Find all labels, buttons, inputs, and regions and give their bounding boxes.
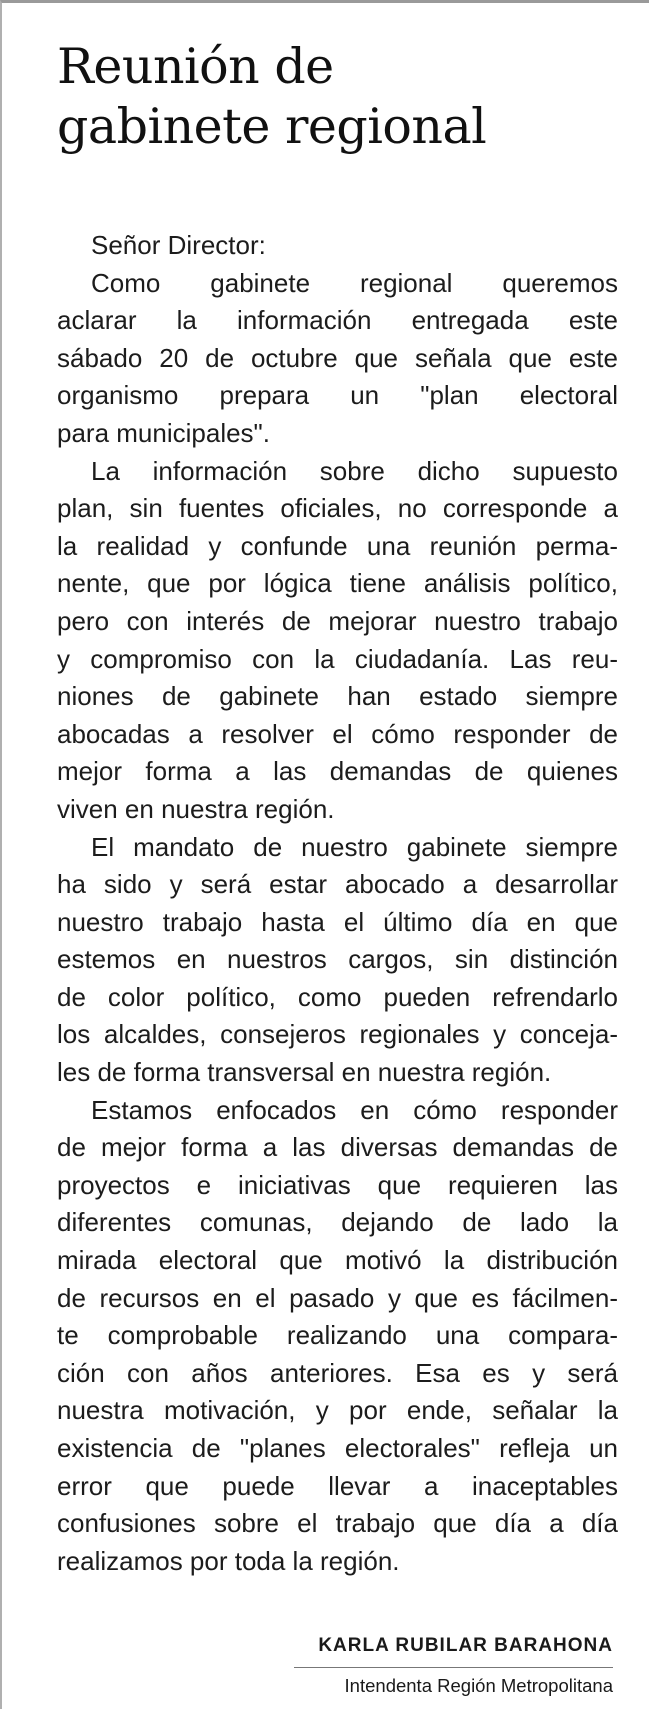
headline: [57, 37, 617, 157]
paragraph-3-line: El mandato de nuestro gabinete siempre: [91, 831, 618, 862]
letter-body: [57, 227, 618, 1580]
paragraph-4-line: de mejor forma a las diversas demandas de: [57, 1132, 618, 1163]
paragraph-1-line: aclarar la información entregada este: [57, 305, 618, 336]
paragraph-3-line: de color político, como pueden refrendarlo: [57, 981, 618, 1012]
paragraph-3-line: les de forma transversal en nuestra región.: [57, 1057, 552, 1088]
paragraph-4-line: confusiones sobre el trabajo que día a día: [57, 1508, 618, 1539]
paragraph-2-line: mejor forma a las demandas de quienes: [57, 756, 618, 787]
paragraph-4-line: ción con años anteriores. Esa es y será: [57, 1357, 618, 1388]
paragraph-3-line: los alcaldes, consejeros regionales y conceja-: [57, 1019, 618, 1050]
headline-line-1: Reunión de: [57, 38, 334, 95]
paragraph-2-line: abocadas a resolver el cómo responder de: [57, 718, 618, 749]
paragraph-4-line: error que puede llevar a inaceptables: [57, 1470, 618, 1501]
paragraph-1-line: para municipales".: [57, 417, 271, 448]
paragraph-3-line: ha sido y será estar abocado a desarrollar: [57, 869, 618, 900]
paragraph-4-line: te comprobable realizando una compara-: [57, 1320, 618, 1351]
signature-title: Intendenta Región Metropolitana: [344, 1675, 613, 1696]
paragraph-2-line: la realidad y confunde una reunión perma-: [57, 530, 618, 561]
paragraph-4-line: mirada electoral que motivó la distribución: [57, 1245, 618, 1276]
paragraph-4-line: Estamos enfocados en cómo responder: [91, 1094, 618, 1125]
paragraph-2-line: plan, sin fuentes oficiales, no corresponde a: [57, 493, 618, 524]
paragraph-4-line: realizamos por toda la región.: [57, 1545, 400, 1576]
paragraph-3-line: estemos en nuestros cargos, sin distinción: [57, 944, 618, 975]
paragraph-2-line: La información sobre dicho supuesto: [91, 455, 618, 486]
paragraph-4-line: nuestra motivación, y por ende, señalar la: [57, 1395, 618, 1426]
paragraph-3-line: nuestro trabajo hasta el último día en que: [57, 906, 618, 937]
paragraph-4-line: proyectos e iniciativas que requieren las: [57, 1169, 618, 1200]
paragraph-1-line: Como gabinete regional queremos: [91, 267, 618, 298]
signature-divider: [294, 1667, 613, 1668]
paragraph-1-line: organismo prepara un "plan electoral: [57, 380, 618, 411]
paragraph-2-line: nente, que por lógica tiene análisis político,: [57, 568, 618, 599]
signature-name: KARLA RUBILAR BARAHONA: [318, 1635, 613, 1656]
paragraph-4-line: diferentes comunas, dejando de lado la: [57, 1207, 618, 1238]
paragraph-2-line: viven en nuestra región.: [57, 793, 335, 824]
paragraph-2-line: y compromiso con la ciudadanía. Las reu-: [57, 643, 618, 674]
salutation: Señor Director:: [91, 230, 266, 260]
paragraph-2-line: niones de gabinete han estado siempre: [57, 681, 618, 712]
paragraph-2-line: pero con interés de mejorar nuestro trabajo: [57, 605, 618, 636]
paragraph-1-line: sábado 20 de octubre que señala que este: [57, 342, 618, 373]
paragraph-4-line: existencia de "planes electorales" refleja un: [57, 1433, 618, 1463]
paragraph-4-line: de recursos en el pasado y que es fácilmen-: [57, 1282, 618, 1313]
headline-line-2: gabinete regional: [57, 98, 487, 155]
